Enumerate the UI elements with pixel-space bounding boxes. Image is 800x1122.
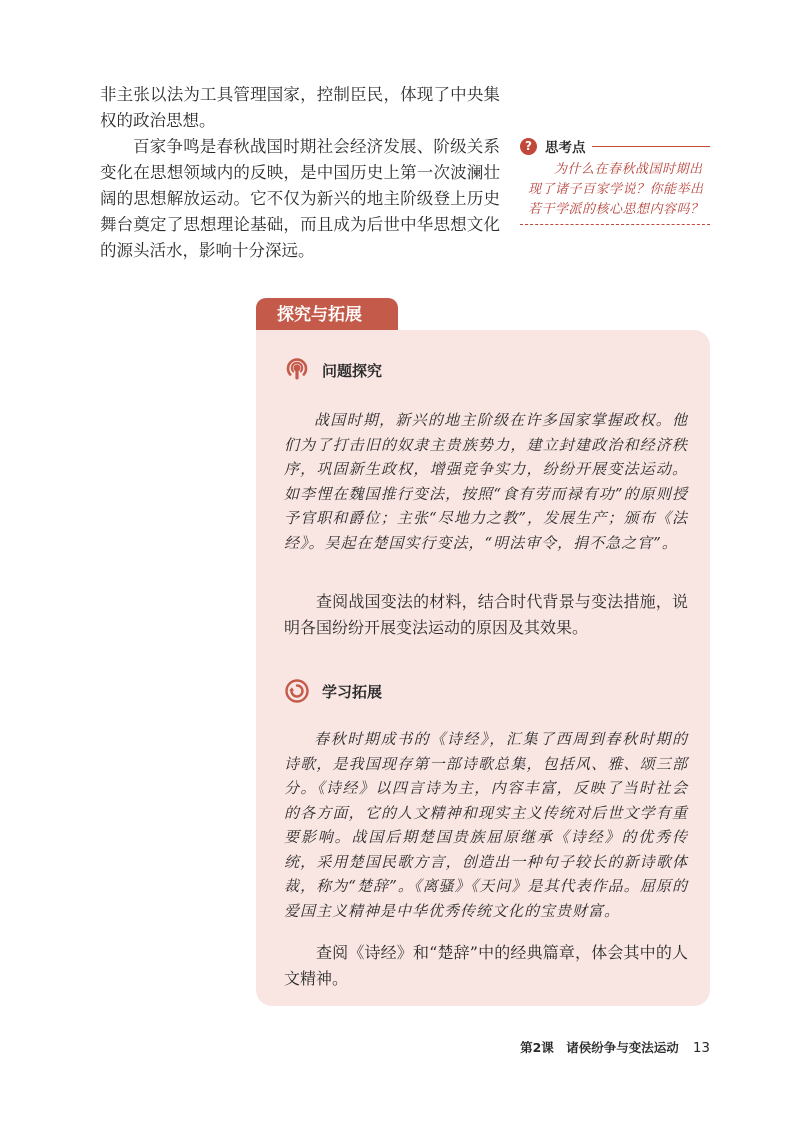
page-footer (520, 1038, 710, 1056)
explore-section-tab: 探究与拓展 (256, 298, 398, 332)
lesson-title: 第2课 诸侯纷争与变法运动 (520, 1040, 679, 1055)
extension-header (284, 678, 382, 704)
body-paragraph: 百家争鸣是春秋战国时期社会经济发展、阶级关系变化在思想领域内的反映，是中国历史上第一次波澜壮阔的思想解放运动。它不仅为新兴的地主阶级登上历史舞台奠定了思想理论基础，而且成为后世中华思想文化的源头活水，影响十分深远。 (100, 137, 500, 260)
extension-icon (284, 678, 310, 704)
thinking-point-title: 思考点 (545, 140, 586, 156)
inquiry-title: 问题探究 (322, 361, 383, 380)
body-paragraph: 非主张以法为工具管理国家，控制臣民，体现了中央集权的政治思想。 (100, 85, 500, 130)
inquiry-material: 战国时期，新兴的地主阶级在许多国家掌握政权。他们为了打击旧的奴隶主贵族势力，建立封建政治和经济秩序，巩固新生政权，增强竞争实力，纷纷开展变法运动。如李悝在魏国推行变法，按照“食有劳而禄有功”的原则授予官职和爵位；主张“尽地力之教”，发展生产；颁布《法经》。吴起在楚国实行变法，“明法审令，捐不急之官”。 (284, 411, 688, 552)
main-text (100, 82, 500, 264)
extension-task: 查阅《诗经》和“楚辞”中的经典篇章，体会其中的人文精神。 (284, 943, 688, 988)
question-icon: ? (520, 138, 537, 155)
thinking-point-header (520, 136, 710, 156)
extension-title: 学习拓展 (322, 682, 383, 701)
inquiry-task: 查阅战国变法的材料，结合时代背景与变法措施，说明各国纷纷开展变法运动的原因及其效果。 (284, 592, 688, 637)
thinking-point-question: 为什么在春秋战国时期出现了诸子百家学说？你能举出若干学派的核心思想内容吗？ (528, 162, 704, 217)
divider (592, 146, 711, 147)
inquiry-icon (284, 357, 310, 383)
extension-material: 春秋时期成书的《诗经》，汇集了西周到春秋时期的诗歌，是我国现存第一部诗歌总集，包括风、雅、颂三部分。《诗经》以四言诗为主，内容丰富，反映了当时社会的各方面，它的人文精神和现实主义传统对后世文学有重要影响。战国后期楚国贵族屈原继承《诗经》的优秀传统，采用楚国民歌方言，创造出一种句子较长的新诗歌体裁，称为“楚辞”。《离骚》《天问》是其代表作品。屈原的爱国主义精神是中华优秀传统文化的宝贵财富。 (284, 730, 688, 920)
inquiry-header (284, 357, 382, 383)
thinking-point-sidebar (520, 136, 710, 225)
page-number: 13 (692, 1040, 710, 1056)
divider (520, 224, 710, 225)
